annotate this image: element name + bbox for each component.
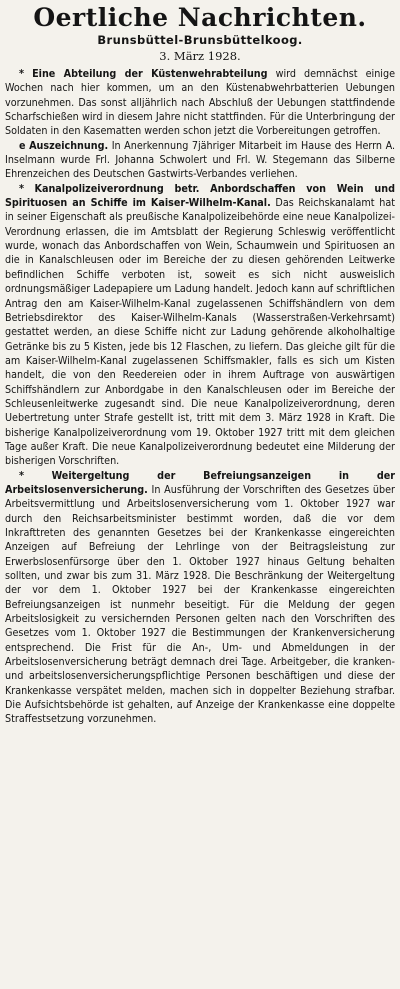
section-subtitle: Brunsbüttel-Brunsbüttelkoog. (97, 33, 303, 47)
article-headline: Eine Abteilung der Küstenwehrabteilung (32, 67, 268, 80)
article-body: In Ausführung der Vorschriften des Gesetzes über Arbeitsvermittlung und Arbeitslosenversicherung vom 1. Oktober 1927 war durch den Reichsarbeitsminister bestimmt worden, daß die vor dem Inkrafttreten des genannten Gesetzes bei der Krankenkasse eingereichten Anzeigen auf Befreiung der Lehrlinge von der Beitragsleistung zur Erwerbslosenfürsorge über den 1. Oktober 1927 hinaus Geltung behalten sollten, und zwar bis zum 31. März 1928. Die Beschränkung der Weitergeltung der vor dem 1. Oktober 1927 bei der Krankenkasse eingereichten Befreiungsanzeigen ist nunmehr beseitigt. Für die Meldung der gegen Arbeitslosigkeit zu versichernden Personen gelten nach den Vorschriften des Gesetzes vom 1. Oktober 1927 die Bestimmungen der Krankenversicherung entsprechend. Die Frist für die An-, Um- und Abmeldungen in der Arbeitslosenversicherung beträgt demnach drei Tage. Arbeitgeber, die kranken- und arbeitslosenversicherungspflichtige Personen beschäftigen und diese der Krankenkasse verspätet melden, machen sich in doppelter Beziehung strafbar. Die Aufsichtsbehörde ist gehalten, auf Anzeige der Krankenkasse eine doppelte Straffestsetzung vorzunehmen. (5, 482, 395, 726)
section-title: Oertliche Nachrichten. (33, 3, 367, 32)
article-marker: * (19, 181, 25, 195)
article-canal-police-ordinance (5, 182, 395, 469)
masthead (5, 4, 395, 63)
issue-date: 3. März 1928. (159, 49, 241, 63)
article-body: Das Reichskanalamt hat in seiner Eigenschaft als preußische Kanalpolizeibehörde eine neue Kanalpolizei-Verordnung erlassen, die im Amtsblatt der Regierung Schleswig veröffentlicht wurde, wonach das Anbordschaffen von Wein, Schaumwein und Spirituosen an die in Kanalschleusen oder im Bereiche der zu diesen gehörenden Leitwerke befindlichen Schiffe verboten ist, soweit es sich nicht ausweislich ordnungsmäßiger Ladepapiere um Ladung handelt. Jedoch kann auf schriftlichen Antrag den am Kaiser-Wilhelm-Kanal zugelassenen Schiffshändlern von dem Betriebsdirektor des Kaiser-Wilhelm-Kanals (Wasserstraßen-Verkehrsamt) gestattet werden, an diese Schiffe nicht zur Ladung gehörende alkoholhaltige Getränke bis zu 5 Kisten, jede bis 12 Flaschen, zu liefern. Das gleiche gilt für die am Kaiser-Wilhelm-Kanal zugelassenen Schiffsmakler, falls es sich um Kisten handelt, die von den Reedereien oder in ihrem Auftrage von auswärtigen Schiffshändlern zur Anbordgabe in den Kanalschleusen oder im Bereiche der Schleusenleitwerke zugesandt sind. Die neue Kanalpolizeiverordnung, deren Uebertretung unter Strafe gestellt ist, tritt mit dem 3. März 1928 in Kraft. Die bisherige Kanalpolizeiverordnung vom 19. Oktober 1927 tritt mit dem gleichen Tage außer Kraft. Die neue Kanalpolizeiverordnung bedeutet eine Milderung der bisherigen Vorschriften. (5, 196, 395, 468)
article-body: wird demnächst einige Wochen nach hier kommen, um an den Küstenabwehrbatterien Uebungen vorzunehmen. Das sonst alljährlich nach Abschluß der Uebungen stattfindende Scharfschießen wird in diesem Jahre nicht stattfinden. Für die Unterbringung der Soldaten in den Kasematten werden schon jetzt die Vorbereitungen getroffen. (5, 67, 395, 138)
article-marker: * (19, 468, 25, 482)
article-headline: Weitergeltung der Befreiungsanzeigen in der Arbeitslosenversicherung. (5, 468, 395, 496)
article-headline: Kanalpolizeiverordnung betr. Anbordschaffen von Wein und Spirituosen an Schiffe im Kaiser-Wilhelm-Kanal. (5, 181, 395, 210)
article-marker: * (19, 67, 25, 80)
article-unemployment-insurance (5, 469, 395, 727)
article-marker: e (19, 138, 26, 152)
article-award (5, 139, 395, 182)
article-body: In Anerkennung 7jähriger Mitarbeit im Hause des Herrn A. Inselmann wurde Frl. Johanna Schwolert und Frl. W. Stegemann das Silberne Ehrenzeichen des Deutschen Gastwirts-Verbandes verliehen. (5, 138, 396, 181)
article-headline: Auszeichnung. (29, 138, 109, 152)
article-coastal-defense (5, 67, 395, 139)
